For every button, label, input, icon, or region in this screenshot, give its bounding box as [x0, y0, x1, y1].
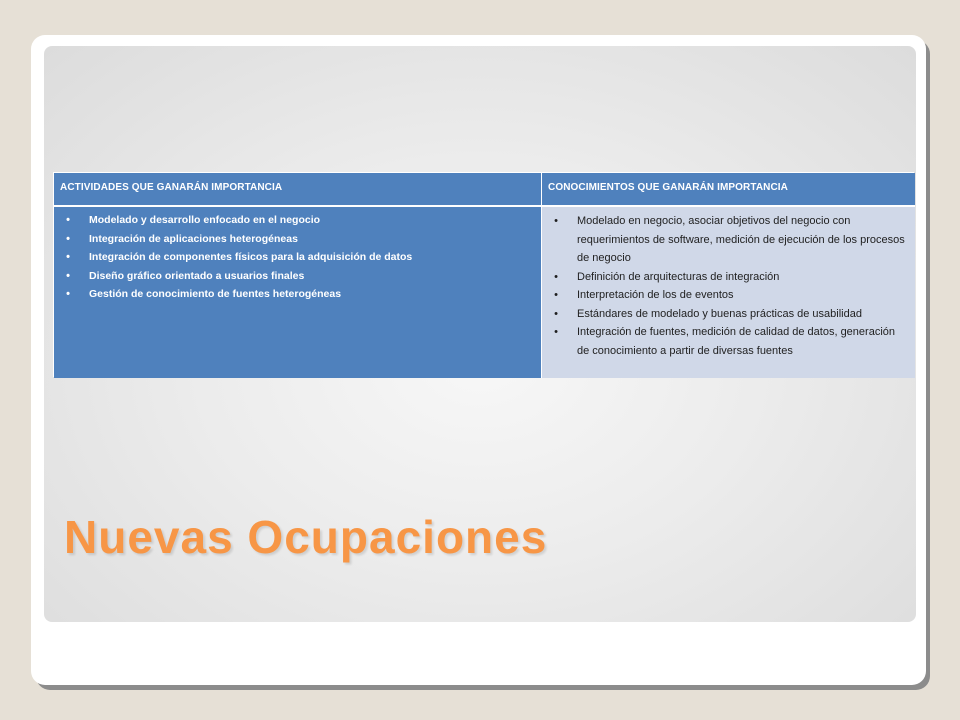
- knowledge-text: Interpretación de los de eventos: [577, 289, 734, 301]
- knowledge-text: Estándares de modelado y buenas prácticas de usabilidad: [577, 307, 862, 320]
- bullet-icon: •: [66, 269, 70, 282]
- list-item: [61, 230, 535, 249]
- bullet-icon: •: [554, 215, 558, 227]
- activity-text: Modelado y desarrollo enfocado en el negocio: [89, 214, 321, 226]
- bullet-icon: •: [66, 288, 70, 300]
- list-item: [549, 286, 909, 305]
- bullet-icon: •: [554, 289, 558, 301]
- list-item: [549, 323, 909, 360]
- knowledge-list: [549, 212, 909, 360]
- list-item: [61, 248, 535, 267]
- list-item: [61, 267, 535, 286]
- table-header-knowledge: CONOCIMIENTOS QUE GANARÁN IMPORTANCIA: [542, 173, 915, 207]
- bullet-icon: •: [554, 326, 558, 338]
- bullet-icon: •: [554, 270, 558, 283]
- activity-text: Gestión de conocimiento de fuentes heterogéneas: [89, 288, 342, 300]
- knowledge-text: Modelado en negocio, asociar objetivos del negocio con requerimientos de software, medición de ejecución de los procesos de negocio: [577, 215, 905, 264]
- activity-text: Integración de componentes físicos para la adquisición de datos: [89, 251, 413, 263]
- knowledge-text: Definición de arquitecturas de integración: [577, 270, 780, 283]
- table-header-activities: ACTIVIDADES QUE GANARÁN IMPORTANCIA: [54, 173, 542, 207]
- bullet-icon: •: [66, 232, 70, 245]
- list-item: [61, 211, 535, 230]
- activities-cell: [54, 207, 542, 378]
- knowledge-cell: [542, 207, 915, 378]
- activity-text: Integración de aplicaciones heterogéneas: [89, 232, 298, 245]
- list-item: [549, 305, 909, 324]
- list-item: [61, 285, 535, 304]
- slide-title: Nuevas Ocupaciones: [64, 511, 548, 563]
- activity-text: Diseño gráfico orientado a usuarios finales: [89, 269, 305, 282]
- bullet-icon: •: [66, 214, 70, 226]
- list-item: [549, 212, 909, 268]
- bullet-icon: •: [554, 307, 558, 320]
- bullet-icon: •: [66, 251, 70, 263]
- activities-list: [61, 211, 535, 304]
- list-item: [549, 268, 909, 287]
- knowledge-text: Integración de fuentes, medición de calidad de datos, generación de conocimiento a partir de diversas fuentes: [577, 326, 895, 357]
- occupations-table: [53, 172, 914, 377]
